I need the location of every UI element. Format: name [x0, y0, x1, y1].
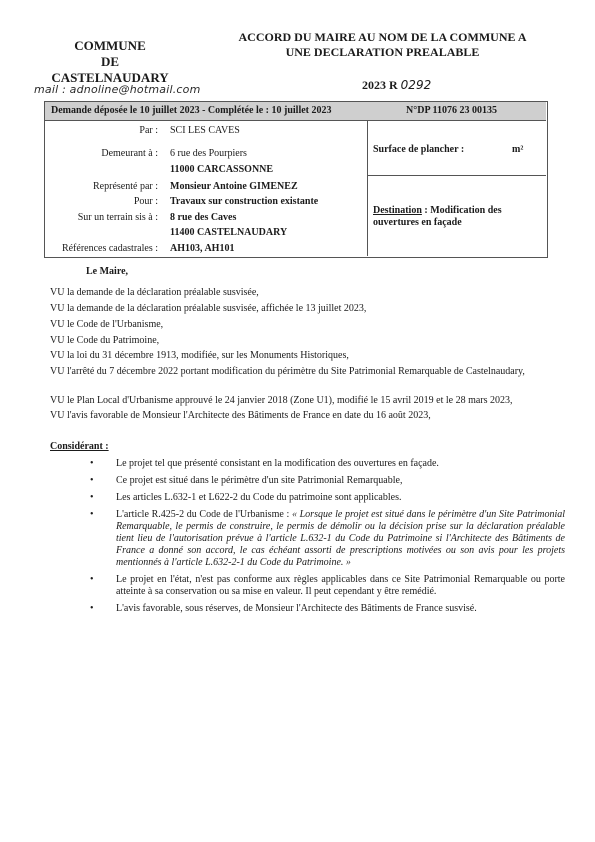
vu-line: VU le Plan Local d'Urbanisme approuvé le 24 janvier 2018 (Zone U1), modifié le 15 avril 2019 et le 28 mars 2023,	[50, 395, 513, 406]
list-item	[90, 475, 565, 487]
row-label: Demeurant à :	[101, 148, 158, 159]
list-item	[90, 492, 565, 504]
bullet-icon: •	[90, 492, 94, 503]
list-item-text: Le projet en l'état, n'est pas conforme aux règles applicables dans ce Site Patrimonial Remarquable ou porte atteinte à sa conservation ou sa mise en valeur. Il peut cependant y être remédié.	[116, 574, 565, 597]
vu-line: VU la demande de la déclaration préalable susvisée,	[50, 287, 259, 298]
request-box-header	[45, 102, 546, 121]
destination	[373, 205, 541, 229]
commune-line: DE	[100, 54, 120, 69]
commune-line: COMMUNE	[74, 38, 146, 53]
list-item	[90, 458, 565, 470]
row-label: Références cadastrales :	[61, 243, 158, 254]
mail-address: mail : adnoline@hotmail.com	[34, 83, 201, 96]
considerant-list	[90, 458, 565, 620]
list-item	[90, 603, 565, 615]
vu-line: VU le Code du Patrimoine,	[50, 335, 160, 346]
vu-line: VU l'arrêté du 7 décembre 2022 portant modification du périmètre du Site Patrimonial Remarquable de Castelnaudary,	[50, 366, 525, 377]
considerant-title: Considérant :	[50, 441, 109, 452]
vu-line: VU la demande de la déclaration préalable susvisée, affichée le 13 juillet 2023,	[50, 303, 367, 314]
vu-line: VU le Code de l'Urbanisme,	[50, 319, 164, 330]
row-value: 6 rue des Pourpiers	[170, 148, 247, 159]
destination-value: : Modification des ouvertures en façade	[373, 205, 502, 228]
vu-line: VU la loi du 31 décembre 1913, modifiée, sur les Monuments Historiques,	[50, 350, 349, 361]
row-value: Monsieur Antoine GIMENEZ	[170, 181, 298, 192]
bullet-icon: •	[90, 574, 94, 585]
le-maire: Le Maire,	[86, 266, 129, 277]
row-label: Par :	[139, 125, 158, 136]
row-label: Pour :	[133, 196, 158, 207]
vu-line: VU l'avis favorable de Monsieur l'Architecte des Bâtiments de France en date du 16 août 2023,	[50, 410, 431, 421]
request-number: N°DP 11076 23 00135	[406, 105, 497, 116]
article-quote: « Lorsque le projet est situé dans le périmètre d'un Site Patrimonial Remarquable, le permis de construire, le permis de démolir ou la décision prise sur la déclaration préalable tient lieu de l'autorisation prévue à l'article L.632-1 du Code du Patrimoine si l'Architecte des Bâtiments de France a donné son accord, le cas échéant assorti de prescriptions motivées ou son avis pour les projets mentionnés à l'article L.632-2-1 du Code du Patrimoine. »	[116, 509, 565, 568]
row-value: AH103, AH101	[170, 243, 235, 254]
surface-unit: m²	[512, 144, 524, 155]
bullet-icon: •	[90, 509, 94, 520]
row-label: Représenté par :	[93, 181, 158, 192]
reference-prefix: 2023 R	[362, 78, 398, 92]
list-item-text: L'avis favorable, sous réserves, de Monsieur l'Architecte des Bâtiments de France susvisé.	[116, 603, 477, 614]
row-value: Travaux sur construction existante	[170, 196, 319, 207]
row-value: SCI LES CAVES	[170, 125, 240, 136]
box-divider-vertical	[367, 120, 368, 256]
row-value: 11000 CARCASSONNE	[170, 164, 274, 175]
request-dates: Demande déposée le 10 juillet 2023 - Complétée le : 10 juillet 2023	[51, 105, 332, 116]
title-line: UNE DECLARATION PREALABLE	[285, 45, 480, 59]
commune-name	[40, 38, 180, 86]
row-value: 8 rue des Caves	[170, 212, 237, 223]
surface-label: Surface de plancher :	[373, 144, 465, 155]
list-item-text: L'article R.425-2 du Code de l'Urbanisme :	[116, 509, 292, 520]
box-divider-horizontal	[367, 175, 546, 176]
document-title	[205, 30, 560, 60]
row-label: Sur un terrain sis à :	[77, 212, 158, 223]
arrete-reference	[362, 78, 431, 93]
title-line: ACCORD DU MAIRE AU NOM DE LA COMMUNE A	[238, 30, 527, 44]
commune-line: CASTELNAUDARY	[51, 70, 169, 85]
bullet-icon: •	[90, 475, 94, 486]
bullet-icon: •	[90, 603, 94, 614]
list-item	[90, 509, 565, 569]
destination-label: Destination	[373, 205, 422, 216]
reference-handwritten: 0292	[400, 78, 432, 92]
bullet-icon: •	[90, 458, 94, 469]
row-value: 11400 CASTELNAUDARY	[170, 227, 288, 238]
list-item-text: Ce projet est situé dans le périmètre d'un site Patrimonial Remarquable,	[116, 475, 403, 486]
list-item-text: Les articles L.632-1 et L622-2 du Code du patrimoine sont applicables.	[116, 492, 402, 503]
list-item-text: Le projet tel que présenté consistant en la modification des ouvertures en façade.	[116, 458, 439, 469]
list-item	[90, 574, 565, 598]
